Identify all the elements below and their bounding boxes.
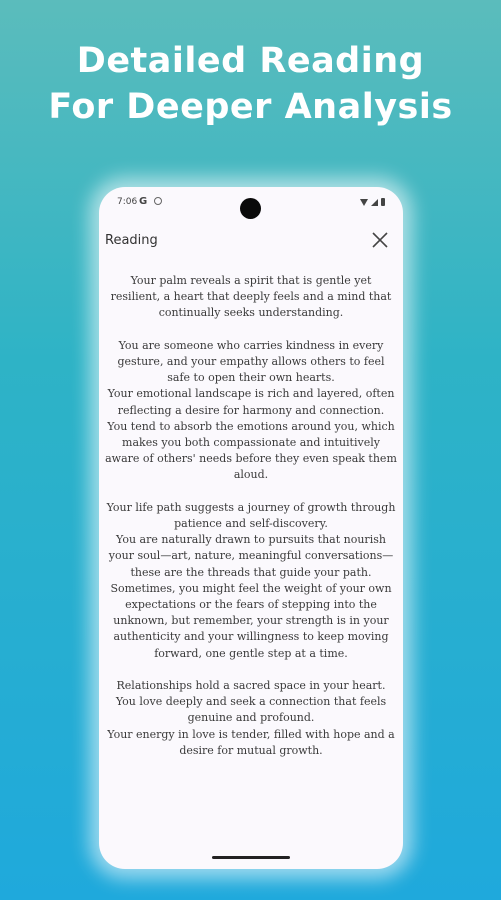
- home-indicator[interactable]: [212, 856, 290, 859]
- paragraph-gap: [99, 662, 403, 678]
- promo-headline: [0, 38, 501, 130]
- headline-line-1: Detailed Reading: [76, 41, 425, 81]
- reading-paragraph: Your energy in love is tender, filled with hope and a desire for mutual growth.: [107, 727, 395, 757]
- reading-paragraph: Relationships hold a sacred space in your heart.: [116, 679, 386, 693]
- reading-paragraph: Sometimes, you might feel the weight of your own expectations or the fears of stepping into the unknown, but remember, your strength is in your authenticity and your willingness to keep moving forward, one gentle step at a time.: [110, 581, 392, 660]
- status-time: 7:06: [117, 197, 138, 207]
- reading-paragraph: You love deeply and seek a connection that feels genuine and profound.: [115, 695, 387, 725]
- dnd-icon: [154, 197, 162, 205]
- paragraph-gap: [99, 322, 403, 338]
- status-icons: [360, 196, 385, 208]
- reading-paragraph: Your palm reveals a spirit that is gentle yet resilient, a heart that deeply feels and a mind that continually seeks understanding.: [110, 274, 392, 320]
- reading-paragraph: You are naturally drawn to pursuits that nourish your soul—art, nature, meaningful conversations—these are the threads that guide your path.: [108, 533, 394, 579]
- reading-paragraph: Your emotional landscape is rich and layered, often reflecting a desire for harmony and connection.: [107, 387, 395, 417]
- battery-icon: [381, 198, 385, 206]
- reading-paragraph: You are someone who carries kindness in every gesture, and your empathy allows others to feel safe to open their own hearts.: [117, 338, 385, 385]
- status-bar: [99, 187, 403, 219]
- signal-icon: [371, 199, 378, 206]
- paragraph-gap: [99, 484, 403, 500]
- reading-paragraph: Your life path suggests a journey of growth through patience and self-discovery.: [106, 500, 396, 531]
- google-icon: G: [139, 196, 148, 207]
- phone-screen: [99, 187, 403, 869]
- page-title: Reading: [105, 233, 158, 248]
- headline-line-2: For Deeper Analysis: [48, 87, 453, 127]
- close-button[interactable]: [369, 229, 391, 251]
- camera-cutout: [240, 198, 261, 219]
- close-icon: [369, 229, 391, 251]
- wifi-icon: [360, 199, 368, 206]
- reading-paragraph: You tend to absorb the emotions around you, which makes you both compassionate and intuitively aware of others' needs before they even speak them aloud.: [105, 419, 397, 482]
- reading-text: [99, 273, 403, 759]
- app-bar: [99, 227, 403, 255]
